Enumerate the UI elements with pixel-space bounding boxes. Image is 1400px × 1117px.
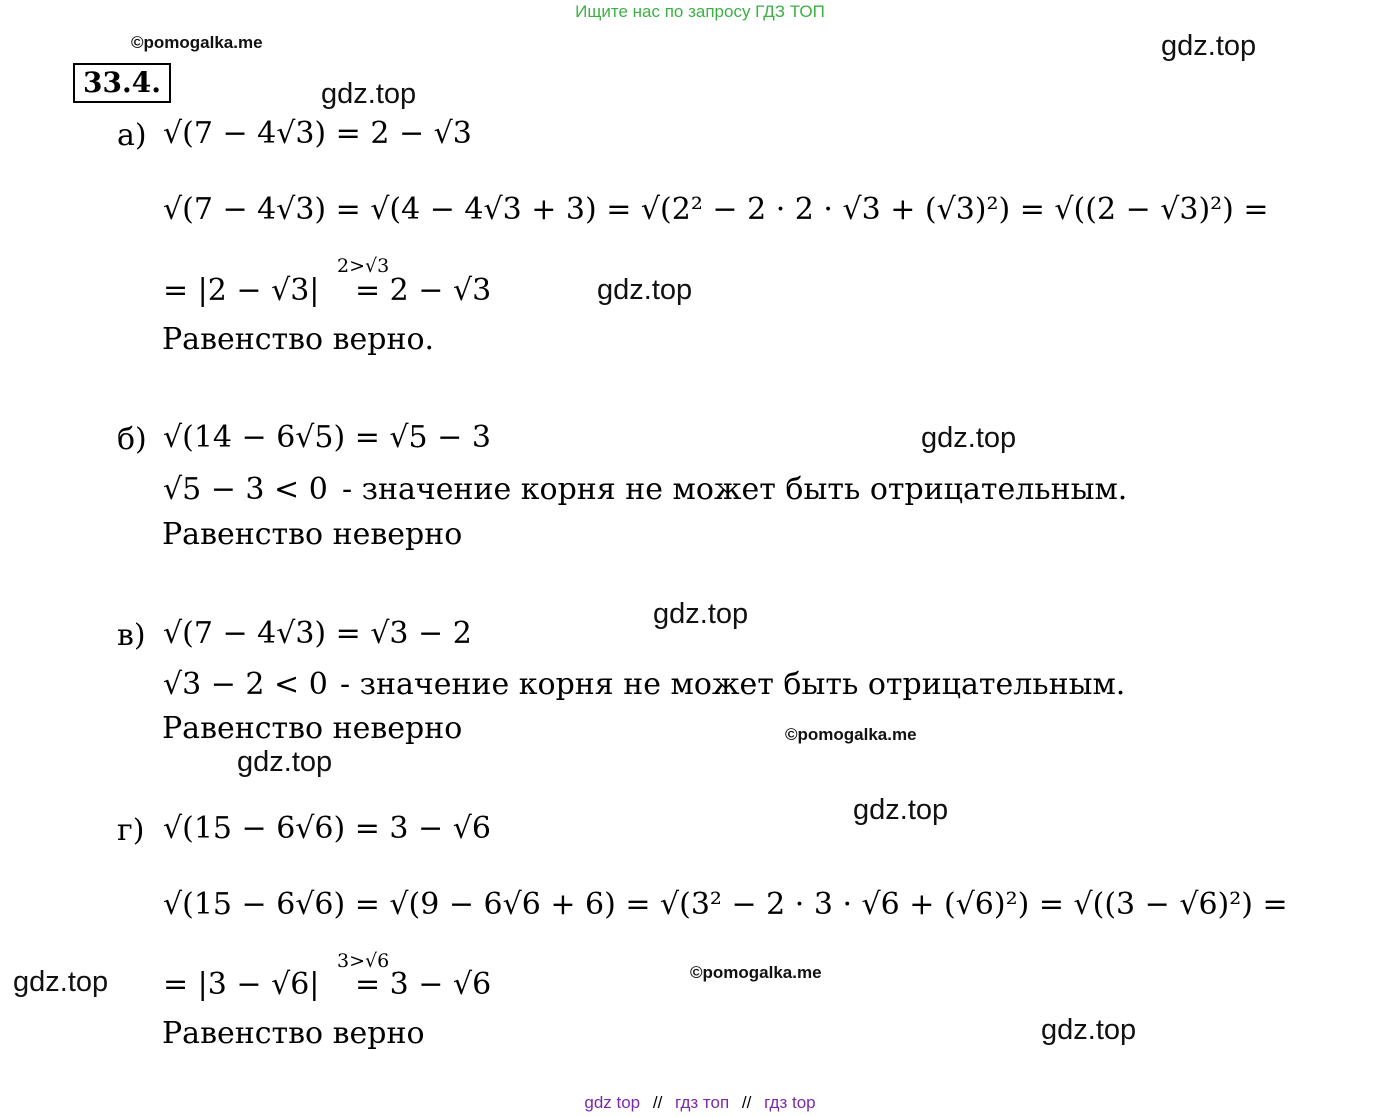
part-g-conclusion: Равенство верно: [162, 1016, 425, 1051]
part-v-conclusion: Равенство неверно: [162, 711, 463, 746]
footer-links: [0, 1093, 1400, 1113]
part-a-step2-right: = 2 − √3: [355, 273, 492, 308]
part-b-note: - значение корня не может быть отрицательным.: [342, 472, 1128, 507]
footer-separator: //: [741, 1093, 752, 1112]
part-g-label: г): [117, 813, 145, 848]
gdz-watermark: gdz.top: [1161, 30, 1257, 62]
gdz-watermark: gdz.top: [1041, 1014, 1137, 1046]
part-a-label: а): [117, 118, 147, 153]
gdz-watermark: gdz.top: [653, 598, 749, 630]
pomogalka-watermark: ©pomogalka.me: [785, 725, 917, 744]
gdz-watermark: gdz.top: [597, 274, 693, 306]
part-v-statement: √(7 − 4√3) = √3 − 2: [163, 616, 472, 651]
part-v-note: - значение корня не может быть отрицательным.: [340, 667, 1126, 702]
gdz-watermark: gdz.top: [13, 966, 109, 998]
search-banner[interactable]: Ищите нас по запросу ГДЗ ТОП: [575, 2, 825, 21]
part-g-step1: √(15 − 6√6) = √(9 − 6√6 + 6) = √(3² − 2 · 3 · √6 + (√6)²) = √((3 − √6)²) =: [163, 887, 1288, 922]
part-a-step2-left: = |2 − √3|: [163, 273, 320, 308]
part-b-conclusion: Равенство неверно: [162, 517, 463, 552]
footer-separator: //: [652, 1093, 663, 1112]
part-g-condition: 3>√6: [337, 950, 390, 972]
part-a-conclusion: Равенство верно.: [162, 322, 435, 357]
problem-number: 33.4.: [73, 63, 171, 103]
part-g-statement: √(15 − 6√6) = 3 − √6: [163, 811, 491, 846]
part-a-statement: √(7 − 4√3) = 2 − √3: [163, 116, 472, 151]
part-g-step2-left: = |3 − √6|: [163, 967, 320, 1002]
gdz-watermark: gdz.top: [921, 422, 1017, 454]
part-b-statement: √(14 − 6√5) = √5 − 3: [163, 420, 491, 455]
footer-link-gdz-top-mixed[interactable]: гдз top: [764, 1093, 816, 1112]
gdz-watermark: gdz.top: [237, 746, 333, 778]
pomogalka-watermark: ©pomogalka.me: [131, 33, 263, 52]
footer-link-gdz-top-ru[interactable]: гдз топ: [675, 1093, 730, 1112]
pomogalka-watermark: ©pomogalka.me: [690, 963, 822, 982]
footer-link-gdz-top[interactable]: gdz top: [584, 1093, 641, 1112]
gdz-watermark: gdz.top: [853, 794, 949, 826]
part-b-check: √5 − 3 < 0: [163, 472, 328, 507]
part-v-label: в): [117, 618, 146, 653]
part-g-step2-right: = 3 − √6: [355, 967, 492, 1002]
gdz-watermark: gdz.top: [321, 78, 417, 110]
part-a-condition: 2>√3: [337, 255, 390, 277]
part-v-check: √3 − 2 < 0: [163, 667, 328, 702]
part-b-label: б): [117, 422, 147, 457]
part-a-step1: √(7 − 4√3) = √(4 − 4√3 + 3) = √(2² − 2 · 2 · √3 + (√3)²) = √((2 − √3)²) =: [163, 192, 1269, 227]
